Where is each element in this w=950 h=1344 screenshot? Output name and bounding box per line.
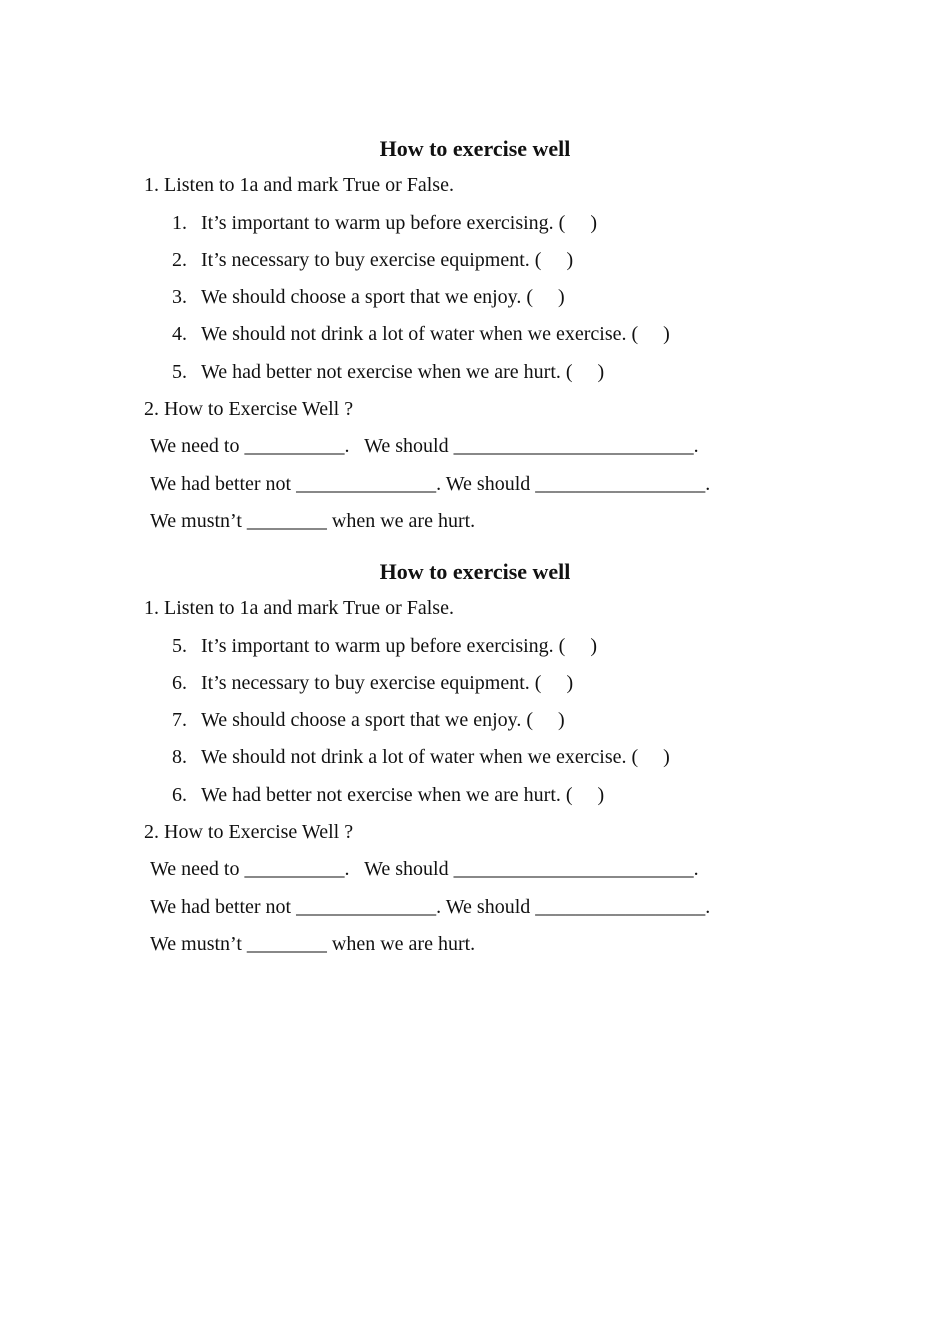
statement-number: 8. xyxy=(172,746,187,769)
statement-item xyxy=(0,319,950,356)
fill-in-line: We had better not ______________. We should _________________. xyxy=(150,472,711,495)
worksheet-section-1 xyxy=(0,133,950,543)
fill-in-line: We need to __________. We should ________________________. xyxy=(150,858,699,881)
statement-number: 5. xyxy=(172,360,187,383)
statement-text: It’s necessary to buy exercise equipment. ( ) xyxy=(201,671,574,694)
statement-item xyxy=(0,705,950,742)
statement-text: We should choose a sport that we enjoy. ( ) xyxy=(201,286,565,309)
statement-number: 7. xyxy=(172,709,187,732)
statement-number: 5. xyxy=(172,634,187,657)
fill-in-line: We mustn’t ________ when we are hurt. xyxy=(150,509,476,532)
worksheet-title: How to exercise well xyxy=(379,559,571,584)
statement-number: 2. xyxy=(172,248,187,271)
statement-item xyxy=(0,668,950,705)
statement-text: We should choose a sport that we enjoy. ( ) xyxy=(201,709,565,732)
worksheet-title: How to exercise well xyxy=(379,136,571,161)
statement-text: We should not drink a lot of water when we exercise. ( ) xyxy=(201,323,670,346)
part1-heading: 1. Listen to 1a and mark True or False. xyxy=(144,597,454,620)
statement-item xyxy=(0,282,950,319)
part2-heading: 2. How to Exercise Well ? xyxy=(144,821,354,844)
statement-item xyxy=(0,780,950,817)
statement-item xyxy=(0,245,950,282)
statement-text: We should not drink a lot of water when we exercise. ( ) xyxy=(201,746,670,769)
worksheet-section-2 xyxy=(0,556,950,966)
statement-number: 6. xyxy=(172,783,187,806)
statement-item xyxy=(0,631,950,668)
statement-item xyxy=(0,357,950,394)
fill-in-line: We mustn’t ________ when we are hurt. xyxy=(150,932,476,955)
part2-heading: 2. How to Exercise Well ? xyxy=(144,398,354,421)
fill-in-line: We need to __________. We should ________________________. xyxy=(150,435,699,458)
fill-in-line: We had better not ______________. We should _________________. xyxy=(150,895,711,918)
part1-heading: 1. Listen to 1a and mark True or False. xyxy=(144,174,454,197)
statement-number: 3. xyxy=(172,286,187,309)
statement-number: 4. xyxy=(172,323,187,346)
statement-number: 1. xyxy=(172,211,187,234)
statement-item xyxy=(0,208,950,245)
statement-text: It’s important to warm up before exercising. ( ) xyxy=(201,211,597,234)
statement-number: 6. xyxy=(172,671,187,694)
statement-item xyxy=(0,742,950,779)
statement-text: We had better not exercise when we are hurt. ( ) xyxy=(201,783,605,806)
statement-text: We had better not exercise when we are hurt. ( ) xyxy=(201,360,605,383)
statement-text: It’s necessary to buy exercise equipment. ( ) xyxy=(201,248,574,271)
statement-text: It’s important to warm up before exercising. ( ) xyxy=(201,634,597,657)
